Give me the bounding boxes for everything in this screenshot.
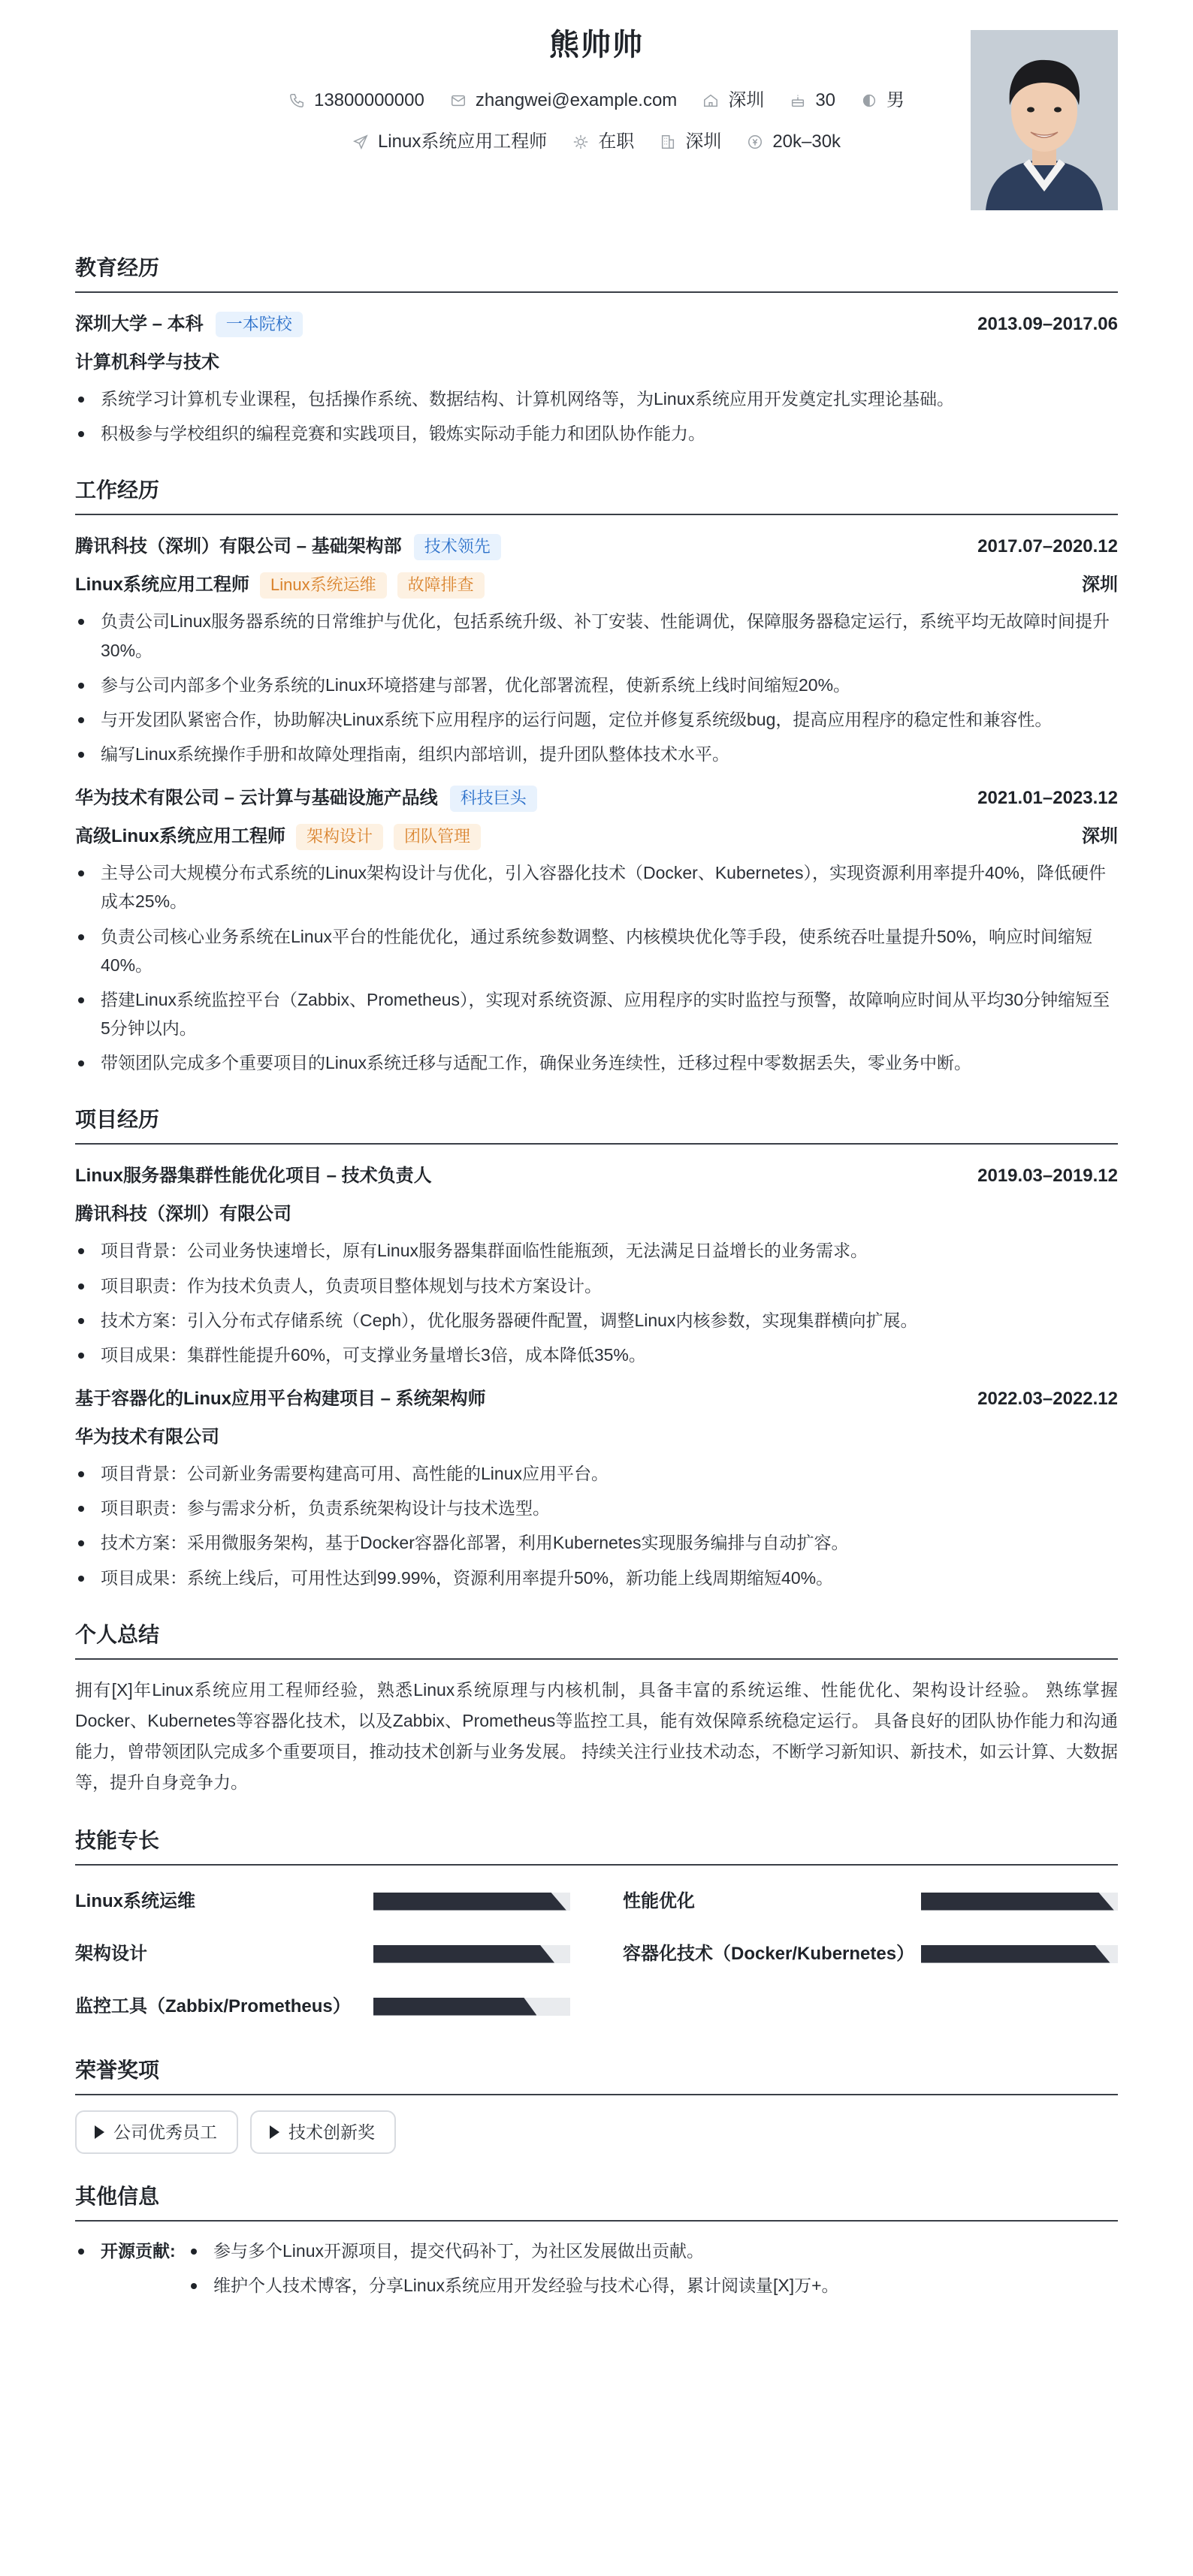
- summary-section: [75, 1619, 1118, 1798]
- skill-bar-fill: [373, 1945, 554, 1963]
- role-title: 高级Linux系统应用工程师: [75, 826, 285, 847]
- work-entry: [75, 782, 1118, 1077]
- list-item: 积极参与学校组织的编程竞赛和实践项目，锻炼实际动手能力和团队协作能力。: [75, 419, 1118, 448]
- role-title: Linux系统应用工程师: [75, 575, 249, 596]
- phone-item: [288, 87, 424, 114]
- project-entry: [75, 1160, 1118, 1369]
- list-item: 搭建Linux系统监控平台（Zabbix、Prometheus），实现对系统资源、应用程序的实时监控与预警，故障响应时间从平均30分钟缩短至5分钟以内。: [75, 985, 1118, 1042]
- summary-text: 拥有[X]年Linux系统应用工程师经验，熟悉Linux系统原理与内核机制，具备丰富的系统运维、性能优化、架构设计经验。 熟练掌握Docker、Kubernetes等容器化技术，以及Zabbix、Prometheus等监控工具，能有效保障系统稳定运行。 具备良好的团队协作能力和沟通能力，曾带领团队完成多个重要项目，推动技术创新与业务发展。 持续关注行业技术动态，不断学习新知识、新技术，如云计算、大数据等，提升自身竞争力。: [75, 1679, 1118, 1792]
- project-head: [75, 1383, 1118, 1416]
- city-item: [702, 87, 764, 114]
- skill-name: Linux系统运维: [75, 1890, 195, 1911]
- project-date: 2019.03–2019.12: [977, 1166, 1118, 1187]
- other-section: [75, 2181, 1118, 2319]
- status-icon: [572, 134, 589, 150]
- skill-bar: [373, 1945, 570, 1963]
- skill-bar-fill: [373, 1998, 536, 2016]
- skill-item: [623, 1933, 1118, 1975]
- skill-name: 架构设计: [75, 1943, 147, 1964]
- age-item: [790, 87, 835, 114]
- work-bullets: [75, 858, 1118, 1077]
- list-item: 项目职责：作为技术负责人，负责项目整体规划与技术方案设计。: [75, 1271, 1118, 1300]
- role-tag: Linux系统运维: [260, 572, 387, 599]
- list-item: 维护个人技术博客，分享Linux系统应用开发经验与技术心得，累计阅读量[X]万+。: [188, 2271, 1118, 2300]
- skill-item: [75, 1986, 570, 2028]
- company-tag: 技术领先: [414, 534, 501, 560]
- education-section: [75, 252, 1118, 448]
- work-entry-head: [75, 782, 1118, 815]
- gender-text: 男: [886, 90, 905, 110]
- skill-bar: [373, 1893, 570, 1911]
- projects-title: 项目经历: [75, 1104, 1118, 1145]
- skill-bar: [373, 1998, 570, 2016]
- other-bullets: [188, 2237, 1118, 2306]
- project-bullets: [75, 1459, 1118, 1592]
- target-city-item: [660, 128, 721, 155]
- skill-bar: [921, 1945, 1118, 1963]
- skill-name: 容器化技术（Docker/Kubernetes）: [623, 1943, 915, 1964]
- salary-item: [747, 128, 841, 155]
- education-entry-head: [75, 308, 1118, 341]
- awards-list: [75, 2110, 1118, 2155]
- play-icon: [95, 2125, 104, 2139]
- school-tag: 一本院校: [216, 312, 303, 338]
- company-tag: 科技巨头: [450, 786, 537, 812]
- salary-text: 20k–30k: [772, 131, 841, 152]
- project-name: 基于容器化的Linux应用平台构建项目 – 系统架构师: [75, 1389, 486, 1410]
- work-bullets: [75, 607, 1118, 768]
- projects-section: [75, 1104, 1118, 1591]
- target-city-text: 深圳: [685, 131, 722, 152]
- project-company-row: [75, 1416, 1118, 1459]
- education-title: 教育经历: [75, 252, 1118, 293]
- list-item: 负责公司Linux服务器系统的日常维护与优化，包括系统升级、补丁安装、性能调优，保障服务器稳定运行，系统平均无故障时间提升30%。: [75, 607, 1118, 664]
- awards-section: [75, 2055, 1118, 2155]
- list-item: 编写Linux系统操作手册和故障处理指南，组织内部培训，提升团队整体技术水平。: [75, 740, 1118, 768]
- award-chip: [75, 2110, 238, 2155]
- work-entry-head: [75, 530, 1118, 563]
- role-tag: 架构设计: [296, 824, 383, 850]
- award-label: 技术创新奖: [288, 2122, 375, 2142]
- list-item: 带领团队完成多个重要项目的Linux系统迁移与适配工作，确保业务连续性，迁移过程中零数据丢失，零业务中断。: [75, 1048, 1118, 1077]
- skill-bar-fill: [921, 1945, 1110, 1963]
- building-icon: [660, 134, 676, 150]
- list-item: 项目职责：参与需求分析，负责系统架构设计与技术选型。: [75, 1494, 1118, 1522]
- skills-section: [75, 1825, 1118, 2028]
- work-date: 2017.07–2020.12: [977, 536, 1118, 557]
- education-major-row: [75, 341, 1118, 385]
- work-location: 深圳: [1082, 826, 1118, 847]
- status-item: [572, 128, 634, 155]
- play-icon: [270, 2125, 279, 2139]
- phone-text: 13800000000: [313, 90, 424, 110]
- project-company-row: [75, 1193, 1118, 1236]
- other-content: [75, 2237, 1118, 2319]
- project-head: [75, 1160, 1118, 1193]
- skill-bar: [921, 1893, 1118, 1911]
- work-title: 工作经历: [75, 475, 1118, 515]
- skill-item: [75, 1881, 570, 1923]
- list-item: 技术方案：引入分布式存储系统（Ceph），优化服务器硬件配置，调整Linux内核参数，实现集群横向扩展。: [75, 1306, 1118, 1335]
- summary-title: 个人总结: [75, 1619, 1118, 1660]
- phone-icon: [288, 92, 305, 109]
- age-text: 30: [815, 90, 836, 110]
- role-tag: 团队管理: [394, 824, 481, 850]
- list-item: 主导公司大规模分布式系统的Linux架构设计与优化，引入容器化技术（Docker、Kubernetes），实现资源利用率提升40%，降低硬件成本25%。: [75, 858, 1118, 915]
- skill-name: 性能优化: [623, 1890, 695, 1911]
- major: 计算机科学与技术: [75, 352, 219, 373]
- gender-icon: [861, 92, 877, 109]
- email-icon: [450, 92, 467, 109]
- job-intent-row: [75, 128, 1118, 155]
- project-company: 华为技术有限公司: [75, 1427, 219, 1448]
- company-name: 腾讯科技（深圳）有限公司 – 基础架构部: [75, 536, 402, 557]
- avatar-portrait: [971, 30, 1118, 210]
- role-tag: 故障排查: [397, 572, 485, 599]
- contact-row: [75, 87, 1118, 114]
- list-item: 与开发团队紧密合作，协助解决Linux系统下应用程序的运行问题，定位并修复系统级bug，提高应用程序的稳定性和兼容性。: [75, 705, 1118, 734]
- list-item: 项目背景：公司新业务需要构建高可用、高性能的Linux应用平台。: [75, 1459, 1118, 1488]
- school-name: 深圳大学 – 本科: [75, 314, 204, 334]
- list-item: 技术方案：采用微服务架构，基于Docker容器化部署，利用Kubernetes实现服务编排与自动扩容。: [75, 1528, 1118, 1557]
- skill-bar-fill: [373, 1893, 566, 1911]
- home-icon: [702, 92, 719, 109]
- gender-item: [861, 87, 905, 114]
- project-company: 腾讯科技（深圳）有限公司: [75, 1204, 291, 1225]
- company-name: 华为技术有限公司 – 云计算与基础设施产品线: [75, 788, 438, 809]
- other-label: 开源贡献:: [75, 2237, 188, 2319]
- coin-icon: [747, 134, 763, 150]
- list-item: 参与公司内部多个业务系统的Linux环境搭建与部署，优化部署流程，使新系统上线时间缩短20%。: [75, 671, 1118, 699]
- skill-bar-fill: [921, 1893, 1114, 1911]
- skill-item: [623, 1881, 1118, 1923]
- work-section: [75, 475, 1118, 1077]
- list-item: 参与多个Linux开源项目，提交代码补丁，为社区发展做出贡献。: [188, 2237, 1118, 2265]
- education-date: 2013.09–2017.06: [977, 314, 1118, 334]
- status-text: 在职: [598, 131, 635, 152]
- project-entry: [75, 1383, 1118, 1592]
- candidate-name: 熊帅帅: [549, 29, 644, 62]
- project-name: Linux服务器集群性能优化项目 – 技术负责人: [75, 1166, 432, 1187]
- role-row: [75, 563, 1118, 607]
- skills-grid: [75, 1881, 1118, 2028]
- city-text: 深圳: [728, 90, 765, 110]
- skills-title: 技能专长: [75, 1825, 1118, 1866]
- resume-header: [75, 0, 1118, 225]
- award-label: 公司优秀员工: [113, 2122, 217, 2142]
- award-chip: [250, 2110, 396, 2155]
- skill-name: 监控工具（Zabbix/Prometheus）: [75, 1995, 351, 2016]
- list-item: 项目背景：公司业务快速增长，原有Linux服务器集群面临性能瓶颈，无法满足日益增长的业务需求。: [75, 1236, 1118, 1265]
- role-row: [75, 815, 1118, 858]
- position-text: Linux系统应用工程师: [377, 131, 548, 152]
- position-item: [352, 128, 547, 155]
- list-item: 系统学习计算机专业课程，包括操作系统、数据结构、计算机网络等，为Linux系统应用开发奠定扎实理论基础。: [75, 385, 1118, 413]
- work-location: 深圳: [1082, 575, 1118, 596]
- project-bullets: [75, 1236, 1118, 1369]
- project-date: 2022.03–2022.12: [977, 1389, 1118, 1410]
- skill-item: [75, 1933, 570, 1975]
- work-date: 2021.01–2023.12: [977, 788, 1118, 809]
- awards-title: 荣誉奖项: [75, 2055, 1118, 2095]
- other-title: 其他信息: [75, 2181, 1118, 2222]
- education-bullets: [75, 385, 1118, 448]
- send-icon: [352, 134, 369, 150]
- cake-icon: [790, 92, 806, 109]
- list-item: 负责公司核心业务系统在Linux平台的性能优化，通过系统参数调整、内核模块优化等手段，使系统吞吐量提升50%，响应时间缩短40%。: [75, 922, 1118, 979]
- list-item: 项目成果：集群性能提升60%，可支撑业务量增长3倍，成本降低35%。: [75, 1341, 1118, 1369]
- email-text: zhangwei@example.com: [475, 90, 678, 110]
- avatar: [971, 30, 1118, 210]
- email-item: [450, 87, 678, 114]
- list-item: 项目成果：系统上线后，可用性达到99.99%，资源利用率提升50%，新功能上线周期缩短40%。: [75, 1564, 1118, 1592]
- work-entry: [75, 530, 1118, 768]
